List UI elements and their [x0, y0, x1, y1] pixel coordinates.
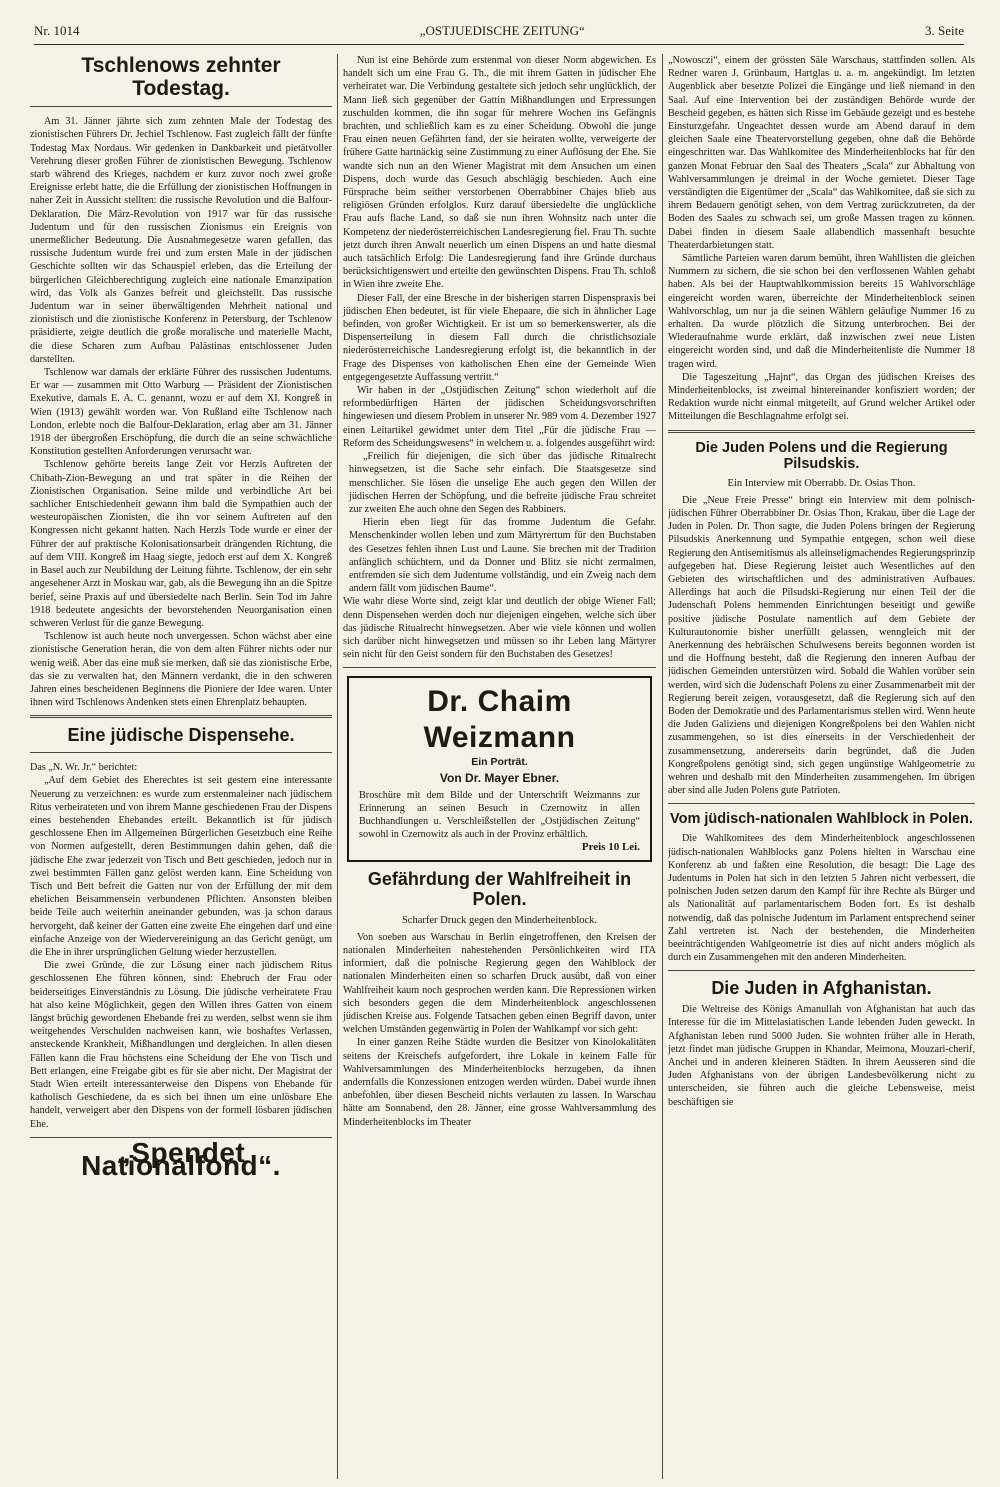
article-source: Das „N. Wr. Jr.“ berichtet:	[30, 762, 138, 774]
paragraph: Die zwei Gründe, die zur Lösung einer nach jüdischem Ritus geschlossenen Ehe führen können, sind: Ehebruch der Frau oder beiderseitiges Einverständnis zu Lösung. Die jüdische verheiratete Frau hat also keine Möglichkeit, gegen den Willen ihres Gatten von einem längst brüchig gewordenen Ehebande frei zu werden, selbst wenn sie ihm weitgehendes Verschulden nachweisen kann, wie boshaftes Verlassen, ansteckende Krankheit, Mißhandlungen und dergleichen. In allen diesen Fällen kann die Frau höchstens eine Scheidung der Ehe von Tisch und Bett erlangen, eine Freigabe gibt es für sie aber nicht. Der Magistrat der Stadt Wien erteilt interessanterweise den Dispens von Ehebande für katholisch Geschiedene, da es sich bei ihnen um eine unlösbare Ehe handelt, verweigert aber den Dispens von der formell lösbaren jüdischen Ehe.	[30, 960, 332, 1130]
paragraph: Die „Neue Freie Presse“ bringt ein Interview mit dem polnisch-jüdischen Führer Oberrabbiner Dr. Osias Thon, Krakau, über die Lage der Juden in Polen. Dr. Thon sagte, die Juden Polens bringen der Regierung Pilsudskis Anerkennung und Sympathie entgegen, schon weil diese Regierung den Antisemitismus als alleinseligmachendes Regierungsprinzip aufgegeben hat. Diese Regierung leistet auch Wesentliches auf den Gebieten des wirtschaftlichen und des administrativen Aufbaues. Allerdings hat auch die Pilsudski-Regierung nur einen Teil der die Judenschaft Polens hemmenden Einrichtungen beseitigt und gewiße positive jüdische Postulate namentlich auf dem Gebiete der Kulturautonomie bisher unerfüllt gelassen, wenngleich mit der Anerkennung des hebräischen Schulwesens bereits begonnen worden ist und die Hoffnung besteht, daß die Regierung den inneren Aufbau der jüdischen Gemeinden unterstützen wird. Sobald die Wahlen vorüber sein werden, wird sich die Judenschaft Polens zu einer Zusammenarbeit mit der Regierung bereit zeigen, vorausgesetzt, daß die Regierung sich auf den Boden der Demokratie und des Parlamentarismus stellen wird. Wenn heute die Juden Galiziens und diejenigen Kongreßpolens bei den Wahlen nicht zusammengehen, so ist dies einerseits in der Verschiedenheit der zusammensetzung, andererseits darin begründet, daß die Juden Kongreßpolens genötigt sind, sich gegen ungünstige Wahlgeometrie zu wehren und deshalb mit den Minderheiten zusammengehen. Im übrigen aber sind alle Juden Polens gute Patrioten.	[668, 494, 975, 797]
article-body-tschlenow	[30, 115, 332, 709]
title-divider	[30, 752, 332, 753]
paragraph: Tschlenow ist auch heute noch unvergessen. Schon wächst aber eine zionistische Generation heran, die von dem alten Führer nichts oder nur wenig weiß. Aber das eine muß sie merken, daß sie das zionistische Erbe, das sie zu verwalten hat, den Männern verdankt, die in den schweren Jahren eines bescheidenen Beginnens die Pioniere der Idee waren. Unter ihnen wird Tschlenows Andenken stets einen Ehrenplatz behaupten.	[30, 631, 332, 709]
page-number: 3. Seite	[924, 23, 964, 38]
column-3	[668, 54, 975, 1479]
paragraph: Am 31. Jänner jährte sich zum zehnten Male der Todestag des zionistischen Führers Dr. Jechiel Tschlenow. Fast zugleich fällt der fünfte Todestag Max Nordaus. Wir gedenken in Dankbarkeit und pietätvoller Verehrung dieser großen Führer de zionistischen Bewegung. Tschlenow starb während des Krieges, nachdem er kurz zuvor noch zwei große Ereignisse erlebt hatte, die die Erfüllung der zionistischen Hoffnungen in naher Zeit in Aussicht stellten: die russische Revolution und die Balfour-Deklaration. Die März-Revolution von 1917 war für das russische Judentum und für den russischen Zionismus ein Ereignis von unermeßlicher Bedeutung. Die Ausnahmegesetze waren gefallen, das russische Judentum wurde frei und zum ersten Male in der jüdischen Geschichte sollten wir das Schauspiel erleben, das die Erteilung der bürgerlichen Gleichberechtigung zugleich eine nationale Emanzipation wird, das Volk als Ganzes befreit und gleichstellt. Das russische Judentum war in seiner überwältigenden Mehrheit national und zionistisch und die zionistische Konferenz in Petersburg, der Tschlenow präsidierte, zeigte deutlich die große moralische und materielle Macht, die diese Scharen zum Aufbau Palästinas entschlossener Juden darstellten.	[30, 116, 332, 365]
ad-author: Von Dr. Mayer Ebner.	[439, 770, 560, 785]
article-title-wahlblock: Vom jüdisch-nationalen Wahlblock in Polen.	[670, 811, 973, 828]
article-title-wahlfreiheit: Gefährdung der Wahlfreiheit in Polen.	[367, 868, 632, 909]
issue-number: Nr. 1014	[34, 23, 80, 38]
column-rule	[337, 54, 338, 1479]
article-body-juden-polens	[668, 494, 975, 798]
quote-paragraph: Hierin eben liegt für das fromme Judentum die Gefahr. Menschenkinder wollen leben und zum Märtyrertum für den Buchstaben des Gesetzes fehlen ihnen Lust und Laune. Sie brechen mit der Tradition anfänglich schüchtern, und da Donner und Blitz sie nicht zermalmen, entfremden sie sich dem Judentume vollständig, und ein Zweig nach dem andern fällt vom jüdischen Baume“.	[349, 517, 656, 595]
weizmann-advertisement	[347, 676, 652, 862]
article-title-tschlenow: Tschlenows zehnter Todestag.	[81, 54, 281, 101]
article-subtitle: Ein Interview mit Oberrabb. Dr. Osias Thon.	[727, 477, 916, 489]
paragraph: Die Weltreise des Königs Amanullah von Afghanistan hat auch das Interesse für die im Mittelasiatischen Lande lebenden Juden geweckt. In Afghanistan leben rund 5000 Juden. Sie wohnten früher alle in Herath, jetzt findet man jüdische Gruppen in Khandar, Meimona, Mouzari-cherif, Anchei und in anderen kleineren Städten. In ihrem Aeusseren sind die Juden Afghanistans von der übrigen Landesbevölkerung nicht zu unterscheiden, sie führen auch die gleiche Lebensweise, meist beschäftigen sie	[668, 1004, 975, 1108]
column-2	[343, 54, 656, 1479]
page-header	[34, 18, 964, 45]
paragraph: Tschlenow war damals der erklärte Führer des russischen Judentums. Er war — zusammen mit Otto Warburg — Präsident der Zionistischen Exekutive, damals E. A. C. genannt, wozu er auf dem XI. Kongreß in Wien (1913) gewählt worden war. Von Rußland eilte Tschlenow nach London, erlebte noch die Balfour-Deklaration, erlag aber am 31. Jänner 1918 der übergroßen Erschöpfung, die durch die an seine schwächliche Konstitution gestellten Anforderungen verursacht war.	[30, 367, 332, 458]
ad-body: Broschüre mit dem Bilde und der Unterschrift Weizmanns zur Erinnerung an seinen Besuch in Czernowitz in allen Buchhandlungen u. Verschleißstellen der „Ostjüdischen Zeitung“ sowohl in Czernowitz als auch in der Provinz erhältlich.	[359, 789, 640, 840]
donate-slogan: „Spendet Nationalfond“.	[81, 1136, 281, 1182]
article-body-dispensehe	[30, 774, 332, 1130]
paragraph: Die Wahlkomitees des dem Minderheitenblock angeschlossenen jüdisch-nationalen Wahlblocks ganz Polens hielten in Warschau eine Konferenz ab und faßten eine Resolution, die besagt: Die Lage des Judentums in Polen hat sich in den letzten 5 Jahren nicht verbessert, die polnischen Juden setzen darum den Kampf für ihre Rechte als Bürger und als Nationalität auf parlamentarischem Boden fort. Es ist deshalb notwendig, daß das polnische Judentum im Parlament entsprechend seiner Zahl vertreten ist. Nach der bestehenden, die Minderheiten beeinträchtigenden Wahlgeometrie ist dies auf nicht anders möglich als durch ein Zusammengehen mit den anderen Minderheiten.	[668, 833, 975, 964]
article-title-afghanistan: Die Juden in Afghanistan.	[711, 978, 932, 999]
article-body-wahlblock	[668, 832, 975, 964]
article-title-dispensehe: Eine jüdische Dispensehe.	[67, 725, 295, 746]
paragraph: Von soeben aus Warschau in Berlin eingetroffenen, den Kreisen der nationalen Minderheiten nahestehenden Persönlichkeiten wird ITA informiert, daß die polnische Regierung gegen den Wahlblock der nationalen Minderheiten einen so scharfen Druck ausübt, daß von einer Wahlfreiheit kaum noch gesprochen werden kann. Die Repressionen wirken sich besonders gegen die dem Minderheitenblock angeschlossenen jüdischen Kreise aus. Folgende Tatsachen geben einen Begriff davon, unter welchen Umständen gegenwärtig in Polen der Wahlkampf vor sich geht:	[343, 931, 656, 1036]
article-body-wahlfreiheit	[343, 931, 656, 1129]
article-divider	[668, 430, 975, 433]
paragraph: Die Tageszeitung „Hajnt“, das Organ des jüdischen Kreises des Minderheitenblocks, ist zweimal hintereinander konfisziert worden; der Redaktion wurde nicht einmal mitgeteilt, auf Grund welcher Artikel oder Mitteilungen die Beschlagnahme erfolgt sei.	[668, 371, 975, 423]
column-1	[30, 54, 332, 1479]
paragraph: „Nowosczi“, einem der grössten Säle Warschaus, stattfinden sollen. Als Redner waren J. Grünbaum, Hartglas u. a. m. angekündigt. Im letzten Augenblick aber besetzte Polizei die Eingänge und ließ niemand in den Saal. Auf eine Intervention bei der zuständigen Behörde wurde der Bescheid gegeben, es hätten sich Risse im Gebäude gezeigt und es bestehe Einsturzgefahr. Ungeachtet dessen wurde am Abend darauf in dem gleichen Saale eine Theatervorstellung gegeben, ohne daß die Behörde eingeschritten war. Das Wahlkomitee des Minderheitenblocks hat für den ganzen Monat Februar den Saal des Theaters „Scala“ zur Abhaltung von Wahlversammlungen je dreimal in der Woche gemietet. Dieser Tage verständigten die Eigentümer der „Scala“ das Wahlkomitee, daß sie sich zu ihrem Bedauern genötigt sehen, von dem Vertrag zurückzutreten, da der Boden des Saales zu schwach sei, um große Massen tragen zu können. Dabei finden in diesem Saale allabendlich massenhaft besuchte Theaterdarbietungen statt.	[668, 55, 975, 251]
article-divider	[668, 970, 975, 971]
paragraph: Wie wahr diese Worte sind, zeigt klar und deutlich der obige Wiener Fall; denn Dispensehen werden doch nur diejenigen eingehen, welche sich über das jüdische Ritualrecht hinwegsetzen. Aber wie viele können und wollen sich darüber nicht hinwegsetzen und müssen so ihr Leben lang Märtyrer sein nicht für den Geist sondern für den Buchstaben des Gesetzes!	[343, 596, 656, 661]
paragraph: Tschlenow gehörte bereits lange Zeit vor Herzls Auftreten der Chibath-Zion-Bewegung an und trat später in die Reihen der Zionistischen Organisation. Seine milde und verbindliche Art bei sachlicher Entschiedenheit gewann ihm bald die Sympathien auch der westeuropäischen Zionisten, die ihn vor seinem Auftreten auf den Kongressen nicht gekannt hatten. Nach Herzls Tode wurde er einer der Führer der auf praktische Kolonisationsarbeit drängenden Richtung, die auf dem VIII. Kongreß im Haag siegte, jedoch erst auf dem X. Kongreß in Basel auch zur Neubildung der Leitung führte. Tschlenow, der ein sehr angesehener Arzt in Moskau war, gab, als die Bewegung ihn an die Spitze berief, seine Praxis auf und übersiedelte nach Berlin. Sein Tod im Jahre 1918 bedeutete angesichts der bevorstehenden Neuorganisation einen schweren Verlust für die ganze Bewegung.	[30, 459, 332, 629]
quote-paragraph: „Freilich für diejenigen, die sich über das jüdische Ritualrecht hinwegsetzen, ist die Sache sehr einfach. Die Staatsgesetze sind menschlicher. Sie lösen die unselige Ehe auch gegen den Willen der jüdischen Herren der Schöpfung, und die befreite jüdische Frau schreitet zur zweiten Ehe auch ohne den Segen des Rabbiners.	[349, 451, 656, 515]
newspaper-name: „OSTJUEDISCHE ZEITUNG“	[419, 23, 585, 38]
paragraph: In einer ganzen Reihe Städte wurden die Besitzer von Kinolokalitäten seitens der Kreischefs aufgefordert, ihre Lokale in keinem Falle für Wahlversammlungen des Minderheitenblocks herzugeben, da ihnen andernfalls die Konzessionen entzogen werden würden. Dabei wurde ihnen anbefohlen, über diesen Bescheid nichts verlauten zu lassen. In Warschau hätte am Sonnabend, den 28. Jänner, eine grosse Wahlversammlung des Minderheitenblocks im Theater	[343, 1037, 656, 1128]
article-title-juden-polens: Die Juden Polens und die Regierung Pilsudskis.	[695, 439, 948, 472]
ad-subtitle: Ein Porträt.	[471, 756, 528, 769]
article-divider	[343, 667, 656, 668]
article-body-afghanistan	[668, 1003, 975, 1109]
paragraph: Dieser Fall, der eine Bresche in der bisherigen starren Dispenspraxis bei jüdischen Ehen bedeutet, ist für viele Ehepaare, die sich in ähnlicher Lage befinden, von großer Wichtigkeit. Er ist um so bemerkenswerter, als die Dispenserteilung in diesem Fall durch die christlichsoziale niederösterreichische Landesregierung erfolgt ist, die bekanntlich in der Frage des Dispenses von katholischen Ehen eine der Gemeinde Wien entgegengesetzte Auffassung vertritt.“	[343, 292, 656, 383]
article-divider	[30, 715, 332, 718]
paragraph: „Auf dem Gebiet des Eherechtes ist seit gestern eine interessante Neuerung zu verzeichnen: es wurde zum erstenmaleiner nach jüdischem Ritus verheirateten und von ihrem Manne geschiedenen Frau der Dispens eines bestehenden Ehebandes erteilt. Bekanntlich ist für jüdisch geschlossene Ehen im Allgemeinen Bürgerlichen Gesetzbuch eine Reihe von Normen aufgestellt, deren Bestimmungen dahin gehen, daß die jüdische Ehe zwar jederzeit von Tisch und Bett geschieden, jedoch nur in zwei bestimmten Fällen ganz gelöst werden kann. Eine Scheidung von Tisch und Bett befreit die Gatten nur von der Erfüllung der mit dem ehelichen Beisammensein verbundenen Pflichten. Ansonsten bleiben beide Teile auch weiterhin aneinander gebunden, was ja schon daraus hervorgeht, daß keiner der Gatten eine zweite Ehe eingehen darf und eine einfache Anzeige von der Wiedervereinigung an das Gericht genügt, um die Ehe in ihrer ursprünglichen Geltung wieder herzustellen.	[30, 775, 332, 958]
column-rule	[662, 54, 663, 1479]
article-divider	[668, 803, 975, 804]
paragraph: Sämtliche Parteien waren darum bemüht, ihren Wahllisten die gleichen Nummern zu sichern, die sie schon bei den verflossenen Wahlen gehabt haben. Als bei der Hauptwahlkommission bereits 15 Wahlvorschläge eingereicht worden waren, überreichte der Minderheitenblock seinen Wahlvorschlag, um nur ja die seinen Wählern geläufige Nummer 16 zu erhalten. Da wurde plötzlich die Sitzung unterbrochen. Bei der Wiederaufnahme wurde erklärt, daß inzwischen zwei neue Listen eingereicht worden sind, und daß die Minderheitenliste die Nummer 18 tragen wird.	[668, 253, 975, 370]
ad-title: Dr. Chaim Weizmann	[423, 685, 576, 755]
paragraph: Wir haben in der „Ostjüdischen Zeitung“ schon wiederholt auf die reformbedürftigen Härten der jüdischen Scheidungsvorschriften hingewiesen und diesem Problem in unserer Nr. 989 vom 4. Dezember 1927 einen Leitartikel gewidmet unter dem Titel „Für die jüdische Frau — Reform des Scheidungswesens“ in welchem u. a. folgendes ausgeführt wird:	[343, 385, 656, 449]
article-body-dispensehe-continued	[343, 54, 656, 661]
paragraph: Nun ist eine Behörde zum erstenmal von dieser Norm abgewichen. Es handelt sich um eine Frau G. Th., die mit ihrem Gatten in jüdischer Ehe verheiratet war. Die Verbindung gestaltete sich jedoch sehr unglücklich, der Mann ließ sich gegenüber der Gattin Mißhandlungen und Erpressungen zuschulden kommen, die ihn sogar für mehrere Wochen ins Gefängnis brachten, und schließlich kam es zu einer Scheidung. Obwohl die junge Frau einen neuen Gefährten fand, der sie heiraten wollte, verweigerte der frühere Gatte hartnäckig seine Zustimmung zu einer Auflösung der Ehe. Sie wandte sich nun an den Wiener Magistrat mit dem Ansuchen um einen Dispens, doch wurde das Gesuch abschlägig beschieden. Auch eine Fürsprache beim seither verstorbenen Oberrabbiner Chajes blieb aus religiösen Gründen erfolglos. Kurz darauf übersiedelte die unglückliche Frau aufs flache Land, so daß sie nun ihren Wohnsitz nach unter die Kompetenz der niederösterreichischen Landesregierung fiel. Frau Th. suchte jetzt durch ihren Anwalt neuerlich um einen Dispens an und hatte diesmal auch tatsächlich Erfolg: Die Landesregierung fand ihre Gründe durchaus berücksichtigenswert und erteilte den gewünschten Dispens. Frau Th. schloß in Wien ihre zweite Ehe.	[343, 55, 656, 291]
ad-price: Preis 10 Lei.	[581, 840, 640, 853]
article-body-wahlfreiheit-continued	[668, 54, 975, 424]
title-divider	[30, 106, 332, 107]
article-subtitle: Scharfer Druck gegen den Minderheitenblock.	[401, 914, 598, 926]
